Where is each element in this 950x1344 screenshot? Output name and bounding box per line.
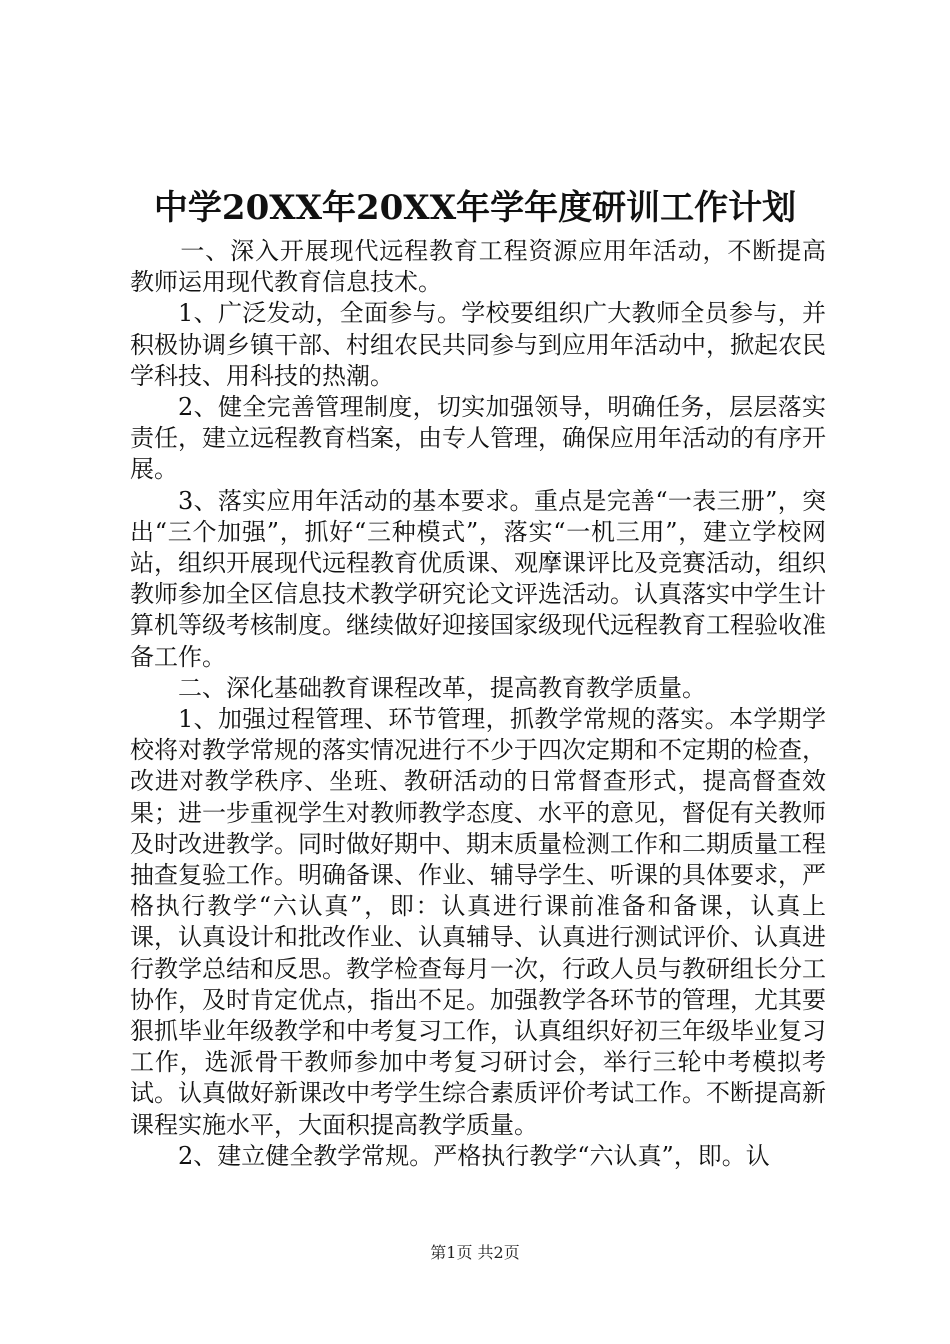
page-number-footer: 第1页 共2页 [430, 1243, 520, 1262]
paragraph-1: 一、深入开展现代远程教育工程资源应用年活动，不断提高教师运用现代教育信息技术。 [130, 237, 826, 297]
paragraph-4: 3、落实应用年活动的基本要求。重点是完善“一表三册”，突出“三个加强”，抓好“三种模式”，落实“一机三用”，建立学校网站，组织开展现代远程教育优质课、观摩课评比及竞赛活动，组织教师参加全区信息技术教学研究论文评选活动。认真落实中学生计算机等级考核制度。继续做好迎接国家级现代远程教育工程验收准备工作。 [130, 486, 826, 671]
paragraph-3: 2、健全完善管理制度，切实加强领导，明确任务，层层落实责任，建立远程教育档案，由专人管理，确保应用年活动的有序开展。 [130, 393, 826, 484]
paragraph-5: 二、深化基础教育课程改革，提高教育教学质量。 [178, 673, 706, 702]
paragraph-2: 1、广泛发动，全面参与。学校要组织广大教师全员参与，并积极协调乡镇干部、村组农民共同参与到应用年活动中，掀起农民学科技、用科技的热潮。 [130, 299, 826, 390]
paragraph-7: 2、建立健全教学常规。严格执行教学“六认真”，即。认 [178, 1141, 770, 1170]
document-title: 中学20XX年20XX年学年度研训工作计划 [153, 188, 797, 228]
paragraph-6: 1、加强过程管理、环节管理，抓教学常规的落实。本学期学校将对教学常规的落实情况进行不少于四次定期和不定期的检查，改进对教学秩序、坐班、教研活动的日常督查形式，提高督查效果；进一步重视学生对教师教学态度、水平的意见，督促有关教师及时改进教学。同时做好期中、期末质量检测工作和二期质量工程抽查复验工作。明确备课、作业、辅导学生、听课的具体要求，严格执行教学“六认真”，即：认真进行课前准备和备课，认真上课，认真设计和批改作业、认真辅导、认真进行测试评价、认真进行教学总结和反思。教学检查每月一次，行政人员与教研组长分工协作，及时肯定优点，指出不足。加强教学各环节的管理，尤其要狠抓毕业年级教学和中考复习工作，认真组织好初三年级毕业复习工作，选派骨干教师参加中考复习研讨会，举行三轮中考模拟考试。认真做好新课改中考学生综合素质评价考试工作。不断提高新课程实施水平，大面积提高教学质量。 [130, 705, 826, 1139]
document-body [130, 236, 826, 1172]
